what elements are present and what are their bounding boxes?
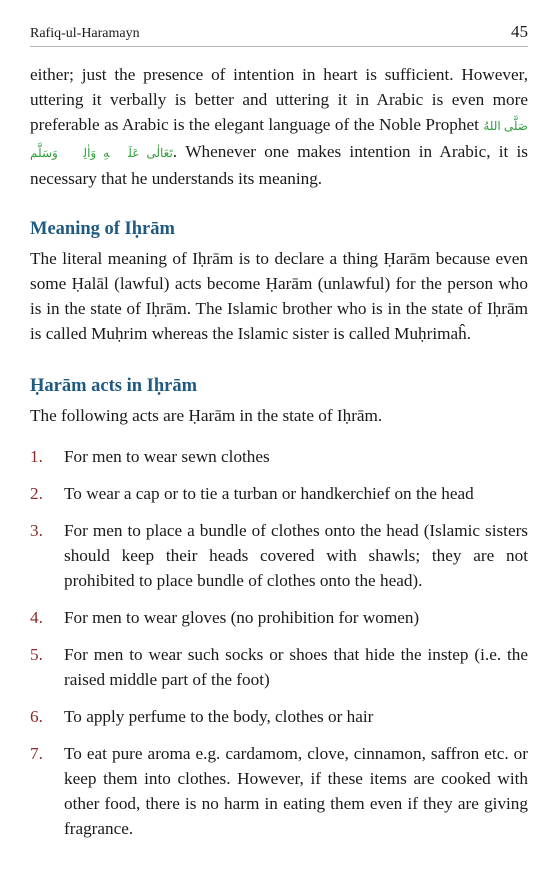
intro-text-after: . Whenever one makes intention in Arabic, it is necessary that he understands its meaning.: [30, 142, 528, 188]
list-item: [30, 704, 528, 729]
header-divider: [30, 46, 528, 47]
list-item: [30, 642, 528, 692]
list-number: 4.: [30, 608, 43, 627]
list-item: [30, 605, 528, 630]
list-number: 7.: [30, 744, 43, 763]
list-item-text: For men to place a bundle of clothes onto the head (Islamic sisters should keep their heads covered with shawls; they are not prohibited to place bundle of clothes onto the head).: [64, 521, 528, 590]
page-content: [30, 62, 528, 853]
list-number: 5.: [30, 645, 43, 664]
haram-intro: The following acts are Ḥarām in the state of Iḥrām.: [30, 406, 383, 425]
intro-paragraph: [30, 62, 528, 191]
running-head: Rafiq-ul-Haramayn: [30, 26, 140, 41]
list-item: [30, 741, 528, 841]
salutation-dua: صَلَّى اللهُ تَعَالٰی عَلَيۡهِ وَاٰلِهٖ وَسَلَّم: [30, 119, 528, 160]
list-item-text: To apply perfume to the body, clothes or hair: [64, 707, 374, 726]
meaning-heading: Meaning of Iḥrām: [30, 219, 175, 239]
meaning-paragraph: The literal meaning of Iḥrām is to declare a thing Ḥarām because even some Ḥalāl (lawful) acts become Ḥarām (unlawful) for the person who is in the state of Iḥrām. The Islamic brother who is in the state of Iḥrām is called Muḥrim whereas the Islamic sister is called Muḥrimaĥ.: [30, 249, 528, 343]
list-number: 1.: [30, 447, 43, 466]
page-number: 45: [511, 22, 528, 41]
list-number: 6.: [30, 707, 43, 726]
list-item-text: For men to wear sewn clothes: [64, 447, 270, 466]
list-item-text: For men to wear such socks or shoes that hide the instep (i.e. the raised middle part of the foot): [64, 645, 528, 689]
list-item-text: To wear a cap or to tie a turban or handkerchief on the head: [64, 484, 474, 503]
list-number: 3.: [30, 521, 43, 540]
page-header: [30, 22, 528, 42]
list-number: 2.: [30, 484, 43, 503]
haram-acts-list: [30, 444, 528, 841]
list-item-text: For men to wear gloves (no prohibition for women): [64, 608, 420, 627]
intro-text-before: either; just the presence of intention in heart is sufficient. However, uttering it verbally is better and uttering it in Arabic is even more preferable as Arabic is the elegant language of the Noble Prophet: [30, 65, 528, 134]
list-item: [30, 444, 528, 469]
list-item: [30, 481, 528, 506]
haram-heading: Ḥarām acts in Iḥrām: [30, 376, 197, 396]
list-item: [30, 518, 528, 593]
list-item-text: To eat pure aroma e.g. cardamom, clove, cinnamon, saffron etc. or keep them into clothes. However, if these items are cooked with other food, there is no harm in eating them even if they are giving fragrance.: [64, 744, 528, 838]
